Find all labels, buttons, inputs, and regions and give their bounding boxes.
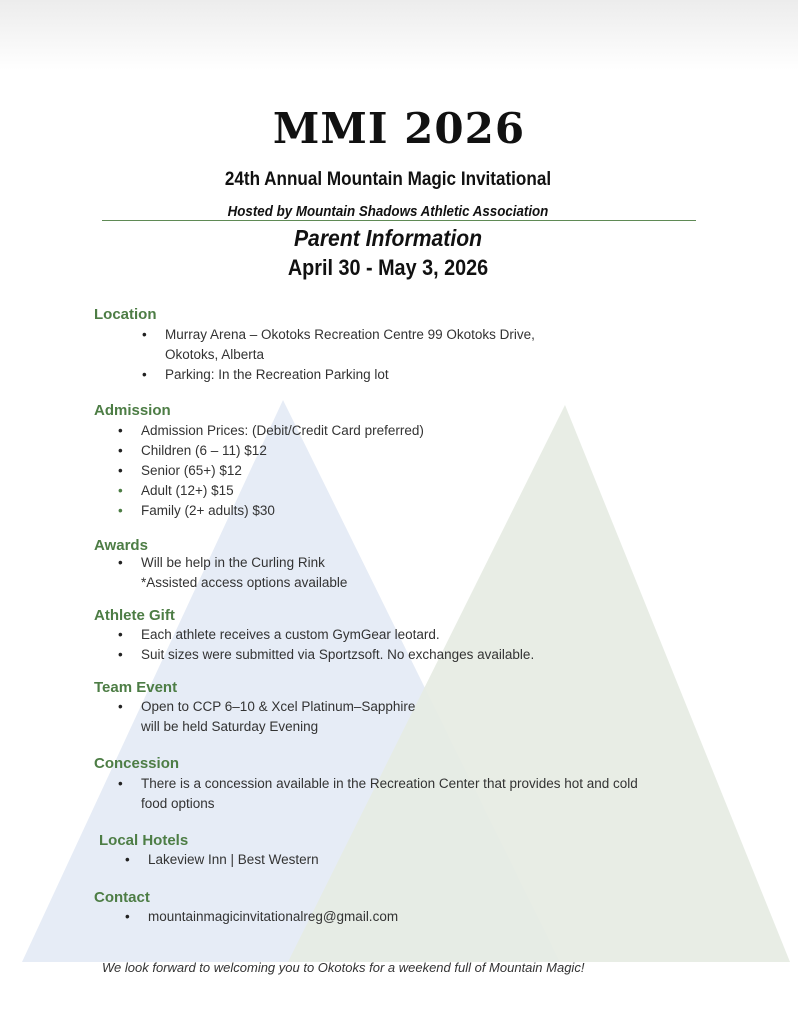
- event-dates: April 30 - May 3, 2026: [287, 255, 489, 280]
- footer-message: We look forward to welcoming you to Okotoks for a weekend full of Mountain Magic!: [102, 960, 585, 975]
- hotels-list: [148, 850, 319, 870]
- list-item: • Lakeview Inn | Best Western: [148, 850, 319, 870]
- section-title: Parent Information: [293, 225, 483, 251]
- list-item: • Parking: In the Recreation Parking lot: [165, 365, 535, 385]
- contact-email[interactable]: • mountainmagicinvitationalreg@gmail.com: [148, 907, 398, 927]
- list-item: • Murray Arena – Okotoks Recreation Centre 99 Okotoks Drive,: [165, 325, 535, 345]
- list-item: • Will be help in the Curling Rink: [141, 553, 347, 573]
- list-item: • Senior (65+) $12: [141, 461, 424, 481]
- list-item: • Open to CCP 6–10 & Xcel Platinum–Sapphire: [141, 697, 415, 717]
- list-item: • Children (6 – 11) $12: [141, 441, 424, 461]
- location-list: [165, 325, 535, 385]
- list-item-cont: *Assisted access options available: [141, 575, 348, 590]
- heading-admission: Admission: [94, 402, 171, 419]
- awards-list: [141, 553, 347, 593]
- heading-contact: Contact: [94, 889, 150, 906]
- heading-concession: Concession: [94, 755, 180, 772]
- host-line: Hosted by Mountain Shadows Athletic Association: [227, 204, 549, 220]
- athlete-gift-list: [141, 625, 534, 665]
- list-item: • Adult (12+) $15: [141, 481, 424, 501]
- list-item-cont: Okotoks, Alberta: [165, 347, 265, 362]
- list-item-cont: will be held Saturday Evening: [141, 719, 319, 734]
- list-item: • Each athlete receives a custom GymGear leotard.: [141, 625, 534, 645]
- page-title: MMI 2026: [272, 104, 526, 153]
- list-item-cont: food options: [141, 796, 215, 811]
- concession-list: [141, 774, 638, 814]
- list-item: • Family (2+ adults) $30: [141, 501, 424, 521]
- team-event-list: [141, 697, 415, 737]
- heading-location: Location: [94, 306, 157, 323]
- list-item: • Suit sizes were submitted via Sportzsoft. No exchanges available.: [141, 645, 534, 665]
- list-item: • There is a concession available in the Recreation Center that provides hot and cold: [141, 774, 638, 794]
- contact-list: [148, 907, 398, 927]
- heading-awards: Awards: [94, 537, 148, 554]
- heading-athlete-gift: Athlete Gift: [94, 607, 175, 624]
- heading-local-hotels: Local Hotels: [99, 832, 189, 849]
- subtitle: 24th Annual Mountain Magic Invitational: [224, 169, 552, 190]
- heading-team-event: Team Event: [94, 679, 178, 696]
- divider: [102, 220, 696, 221]
- list-item: • Admission Prices: (Debit/Credit Card preferred): [141, 421, 424, 441]
- admission-list: [141, 421, 424, 521]
